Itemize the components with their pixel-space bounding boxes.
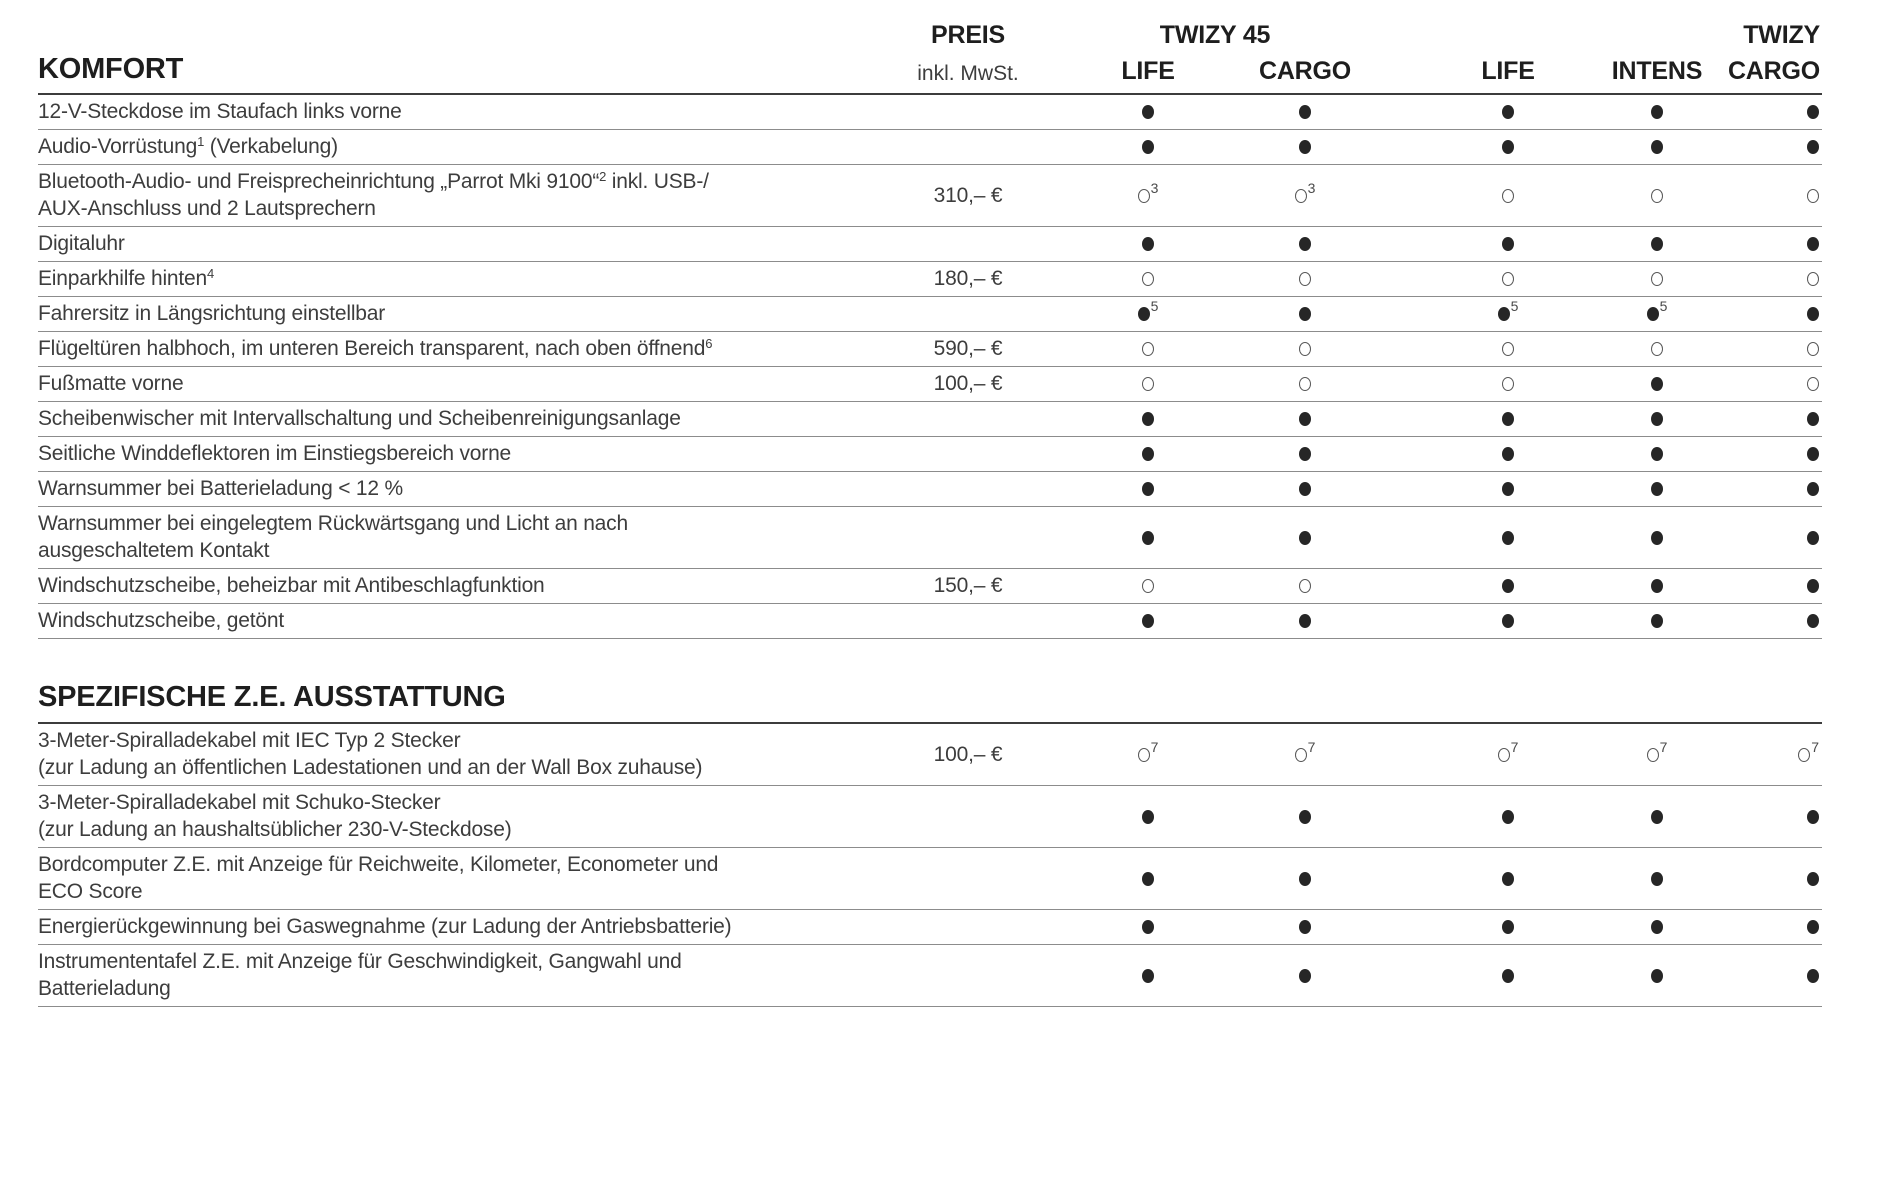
availability-cell: [1588, 614, 1726, 628]
filled-dot-icon: [1651, 482, 1663, 496]
availability-cell: [1588, 140, 1726, 154]
availability-cell: [1726, 342, 1822, 356]
feature-text-line: Digitaluhr: [38, 232, 125, 255]
availability-cell: 7: [1058, 748, 1238, 762]
availability-cell: [1428, 810, 1588, 824]
filled-dot-icon: [1299, 140, 1311, 154]
availability-cell: [1588, 189, 1726, 203]
availability-cell: [1726, 272, 1822, 286]
trim-group-twizy-cargo-top: TWIZY: [1743, 21, 1820, 49]
filled-dot-icon: [1502, 969, 1514, 983]
availability-cell: [1726, 920, 1822, 934]
price-cell: 100,– €: [933, 372, 1003, 395]
filled-dot-icon: [1299, 614, 1311, 628]
availability-cell: [1238, 969, 1372, 983]
feature-text-line: Seitliche Winddeflektoren im Einstiegsbereich vorne: [38, 442, 512, 465]
open-circle-icon: [1502, 272, 1514, 286]
filled-dot-icon: [1807, 307, 1819, 321]
availability-cell: [1058, 237, 1238, 251]
availability-cell: [1428, 237, 1588, 251]
availability-cell: [1588, 969, 1726, 983]
feature-name: [38, 787, 878, 846]
availability-cell: [1238, 412, 1372, 426]
availability-cell: 5: [1428, 307, 1588, 321]
availability-cell: 3: [1238, 189, 1372, 203]
footnote-ref: 4: [206, 266, 215, 281]
open-circle-icon: [1807, 189, 1819, 203]
availability-cell: [1726, 872, 1822, 886]
feature-name: [38, 508, 878, 567]
open-circle-icon: [1651, 189, 1663, 203]
feature-text-line: Energierückgewinnung bei Gaswegnahme (zur Ladung der Antriebsbatterie): [38, 915, 732, 938]
availability-cell: [1058, 920, 1238, 934]
feature-text-line: (zur Ladung an öffentlichen Ladestationen und an der Wall Box zuhause): [38, 756, 703, 779]
open-circle-icon: [1502, 342, 1514, 356]
filled-dot-icon: [1502, 531, 1514, 545]
availability-cell: [1588, 377, 1726, 391]
availability-cell: [1588, 810, 1726, 824]
feature-name: [38, 605, 878, 637]
feature-name: [38, 228, 878, 260]
availability-cell: 7: [1726, 748, 1822, 762]
filled-dot-icon: [1502, 482, 1514, 496]
feature-name: [38, 570, 878, 602]
price-column-subheader: inkl. MwSt.: [917, 62, 1019, 85]
open-circle-icon: [1142, 377, 1154, 391]
availability-cell: [1428, 105, 1588, 119]
availability-cell: [1726, 307, 1822, 321]
table-row: [38, 724, 1822, 786]
footnote-ref: 1: [197, 134, 205, 149]
availability-cell: [1726, 377, 1822, 391]
table-row: [38, 910, 1822, 945]
feature-name: [38, 368, 878, 400]
availability-cell: [1726, 189, 1822, 203]
availability-cell: [1428, 579, 1588, 593]
table-row: [38, 165, 1822, 227]
footnote-ref: 6: [705, 336, 713, 351]
availability-cell: [1428, 412, 1588, 426]
feature-name: [38, 849, 878, 908]
availability-cell: [1726, 412, 1822, 426]
filled-dot-icon: [1502, 105, 1514, 119]
availability-cell: [1428, 272, 1588, 286]
availability-cell: [1238, 272, 1372, 286]
filled-dot-icon: [1807, 531, 1819, 545]
feature-name: [38, 333, 878, 365]
price-cell: 590,– €: [933, 337, 1003, 360]
filled-dot-icon: [1807, 969, 1819, 983]
price-cell: 310,– €: [933, 183, 1003, 207]
column-header-twizy45-life: LIFE: [1121, 57, 1175, 85]
availability-cell: [1238, 810, 1372, 824]
filled-dot-icon: [1651, 237, 1663, 251]
availability-cell: [1726, 482, 1822, 496]
table-row: [38, 367, 1822, 402]
feature-text-line: Warnsummer bei Batterieladung < 12 %: [38, 477, 403, 500]
filled-dot-icon: [1142, 810, 1154, 824]
open-circle-icon: [1647, 748, 1659, 762]
availability-cell: [1428, 969, 1588, 983]
filled-dot-icon: [1142, 872, 1154, 886]
table-row: [38, 472, 1822, 507]
availability-cell: [1058, 969, 1238, 983]
filled-dot-icon: [1807, 810, 1819, 824]
availability-cell: [1058, 342, 1238, 356]
feature-text-line: Flügeltüren halbhoch, im unteren Bereich transparent, nach oben öffnend$^6$: [38, 336, 713, 360]
availability-cell: [1058, 482, 1238, 496]
filled-dot-icon: [1142, 614, 1154, 628]
availability-cell: 3: [1058, 189, 1238, 203]
availability-cell: [1238, 377, 1372, 391]
availability-cell: [1238, 105, 1372, 119]
availability-cell: [1428, 189, 1588, 203]
availability-cell: [1428, 531, 1588, 545]
filled-dot-icon: [1651, 412, 1663, 426]
availability-cell: [1058, 614, 1238, 628]
availability-cell: [1058, 810, 1238, 824]
filled-dot-icon: [1299, 969, 1311, 983]
open-circle-icon: [1807, 377, 1819, 391]
filled-dot-icon: [1807, 237, 1819, 251]
feature-name: [38, 166, 878, 225]
filled-dot-icon: [1807, 482, 1819, 496]
filled-dot-icon: [1807, 872, 1819, 886]
availability-cell: [1058, 579, 1238, 593]
filled-dot-icon: [1142, 447, 1154, 461]
open-circle-icon: [1142, 579, 1154, 593]
availability-cell: [1238, 482, 1372, 496]
filled-dot-icon: [1299, 482, 1311, 496]
open-circle-icon: [1295, 748, 1307, 762]
open-circle-icon: [1299, 342, 1311, 356]
availability-cell: [1726, 447, 1822, 461]
availability-cell: 7: [1588, 748, 1726, 762]
filled-dot-icon: [1142, 482, 1154, 496]
table-row: [38, 262, 1822, 297]
filled-dot-icon: [1647, 307, 1659, 321]
availability-cell: [1726, 969, 1822, 983]
availability-cell: [1238, 614, 1372, 628]
availability-cell: [1588, 272, 1726, 286]
feature-text-line: Scheibenwischer mit Intervallschaltung und Scheibenreinigungsanlage: [38, 407, 681, 430]
availability-cell: [1058, 377, 1238, 391]
ze-rows: [38, 724, 1822, 1007]
table-row: [38, 569, 1822, 604]
open-circle-icon: [1142, 272, 1154, 286]
header-row-groups: [38, 14, 1822, 50]
section-title-ze: SPEZIFISCHE Z.E. AUSSTATTUNG: [38, 681, 506, 713]
availability-cell: [1238, 307, 1372, 321]
feature-text-line: Audio-Vorrüstung$^1$ (Verkabelung): [38, 134, 338, 158]
availability-cell: [1428, 920, 1588, 934]
feature-name: [38, 911, 878, 943]
price-cell: 100,– €: [933, 742, 1003, 766]
feature-text-line: Windschutzscheibe, getönt: [38, 609, 284, 632]
availability-cell: [1058, 872, 1238, 886]
komfort-rows: [38, 95, 1822, 639]
column-header-twizy45-cargo: CARGO: [1258, 57, 1352, 85]
availability-cell: [1238, 140, 1372, 154]
price-cell: 180,– €: [933, 267, 1003, 290]
availability-cell: [1726, 531, 1822, 545]
availability-cell: [1428, 482, 1588, 496]
filled-dot-icon: [1807, 920, 1819, 934]
filled-dot-icon: [1502, 579, 1514, 593]
table-row: [38, 848, 1822, 910]
feature-name: [38, 946, 878, 1005]
filled-dot-icon: [1142, 237, 1154, 251]
table-row: [38, 297, 1822, 332]
filled-dot-icon: [1502, 872, 1514, 886]
filled-dot-icon: [1502, 920, 1514, 934]
feature-name: [38, 263, 878, 295]
open-circle-icon: [1299, 579, 1311, 593]
footnote-ref: 2: [599, 169, 607, 184]
availability-cell: [1238, 872, 1372, 886]
filled-dot-icon: [1142, 969, 1154, 983]
availability-cell: [1588, 531, 1726, 545]
availability-cell: [1238, 531, 1372, 545]
price-column-header: PREIS: [930, 21, 1006, 49]
filled-dot-icon: [1502, 412, 1514, 426]
filled-dot-icon: [1807, 105, 1819, 119]
filled-dot-icon: [1299, 872, 1311, 886]
availability-cell: [1726, 810, 1822, 824]
filled-dot-icon: [1651, 969, 1663, 983]
table-header: [38, 14, 1822, 95]
feature-name: [38, 298, 878, 330]
feature-text-line: Bluetooth-Audio- und Freisprecheinrichtung „Parrot Mki 9100“$^2$ inkl. USB-/: [38, 169, 709, 193]
feature-text-line: 3-Meter-Spiralladekabel mit Schuko-Stecker: [38, 791, 441, 814]
column-header-intens: INTENS: [1611, 57, 1703, 85]
availability-cell: [1058, 412, 1238, 426]
availability-cell: [1588, 237, 1726, 251]
availability-cell: [1428, 614, 1588, 628]
filled-dot-icon: [1651, 614, 1663, 628]
availability-cell: [1588, 920, 1726, 934]
open-circle-icon: [1142, 342, 1154, 356]
availability-cell: [1588, 579, 1726, 593]
equipment-table: [38, 14, 1822, 1007]
availability-cell: [1726, 237, 1822, 251]
filled-dot-icon: [1502, 447, 1514, 461]
availability-cell: [1238, 342, 1372, 356]
availability-cell: 5: [1588, 307, 1726, 321]
open-circle-icon: [1502, 377, 1514, 391]
feature-name: [38, 725, 878, 784]
filled-dot-icon: [1807, 412, 1819, 426]
availability-cell: [1588, 412, 1726, 426]
availability-cell: 7: [1428, 748, 1588, 762]
filled-dot-icon: [1142, 531, 1154, 545]
availability-cell: [1428, 872, 1588, 886]
availability-cell: [1058, 447, 1238, 461]
filled-dot-icon: [1142, 920, 1154, 934]
availability-cell: 7: [1238, 748, 1372, 762]
filled-dot-icon: [1807, 614, 1819, 628]
filled-dot-icon: [1299, 447, 1311, 461]
filled-dot-icon: [1651, 531, 1663, 545]
feature-name: [38, 403, 878, 435]
availability-cell: [1238, 920, 1372, 934]
section-header-ze: [38, 681, 1822, 724]
trim-group-twizy45: TWIZY 45: [1159, 21, 1271, 49]
table-row: [38, 507, 1822, 569]
feature-text-line: Bordcomputer Z.E. mit Anzeige für Reichweite, Kilometer, Econometer und: [38, 853, 719, 876]
feature-text-line: Warnsummer bei eingelegtem Rückwärtsgang und Licht an nach: [38, 512, 628, 535]
header-row-columns: [38, 53, 1822, 86]
column-header-life: LIFE: [1481, 57, 1535, 85]
filled-dot-icon: [1807, 579, 1819, 593]
table-row: [38, 786, 1822, 848]
table-row: [38, 437, 1822, 472]
filled-dot-icon: [1807, 447, 1819, 461]
section-title-komfort: KOMFORT: [38, 53, 184, 85]
feature-text-line: ECO Score: [38, 880, 143, 903]
filled-dot-icon: [1299, 237, 1311, 251]
table-row: [38, 332, 1822, 367]
feature-text-line: 3-Meter-Spiralladekabel mit IEC Typ 2 Stecker: [38, 729, 461, 752]
availability-cell: [1588, 447, 1726, 461]
feature-name: [38, 438, 878, 470]
column-header-twizy-cargo: CARGO: [1727, 57, 1820, 85]
feature-text-line: (zur Ladung an haushaltsüblicher 230-V-Steckdose): [38, 818, 512, 841]
feature-text-line: Einparkhilfe hinten$^4$: [38, 266, 215, 290]
table-row: [38, 945, 1822, 1007]
table-row: [38, 402, 1822, 437]
filled-dot-icon: [1651, 579, 1663, 593]
open-circle-icon: [1651, 272, 1663, 286]
filled-dot-icon: [1138, 307, 1150, 321]
filled-dot-icon: [1651, 447, 1663, 461]
filled-dot-icon: [1142, 140, 1154, 154]
availability-cell: [1058, 531, 1238, 545]
availability-cell: [1058, 272, 1238, 286]
feature-name: [38, 473, 878, 505]
open-circle-icon: [1498, 748, 1510, 762]
availability-cell: [1058, 140, 1238, 154]
filled-dot-icon: [1807, 140, 1819, 154]
availability-cell: [1238, 579, 1372, 593]
availability-cell: [1726, 614, 1822, 628]
filled-dot-icon: [1651, 140, 1663, 154]
availability-cell: [1428, 140, 1588, 154]
feature-text-line: 12-V-Steckdose im Staufach links vorne: [38, 100, 402, 123]
feature-name: [38, 96, 878, 128]
filled-dot-icon: [1651, 810, 1663, 824]
filled-dot-icon: [1299, 105, 1311, 119]
availability-cell: [1726, 140, 1822, 154]
availability-cell: [1428, 342, 1588, 356]
open-circle-icon: [1138, 748, 1150, 762]
filled-dot-icon: [1299, 307, 1311, 321]
availability-cell: 5: [1058, 307, 1238, 321]
feature-text-line: AUX-Anschluss und 2 Lautsprechern: [38, 197, 376, 220]
open-circle-icon: [1138, 189, 1150, 203]
open-circle-icon: [1299, 272, 1311, 286]
feature-text-line: Fußmatte vorne: [38, 372, 184, 395]
availability-cell: [1588, 872, 1726, 886]
availability-cell: [1588, 105, 1726, 119]
filled-dot-icon: [1502, 140, 1514, 154]
filled-dot-icon: [1299, 412, 1311, 426]
availability-cell: [1058, 105, 1238, 119]
table-row: [38, 604, 1822, 639]
open-circle-icon: [1651, 342, 1663, 356]
filled-dot-icon: [1299, 531, 1311, 545]
filled-dot-icon: [1651, 377, 1663, 391]
feature-text-line: ausgeschaltetem Kontakt: [38, 539, 270, 562]
availability-cell: [1588, 342, 1726, 356]
availability-cell: [1428, 447, 1588, 461]
open-circle-icon: [1798, 748, 1810, 762]
availability-cell: [1588, 482, 1726, 496]
feature-text-line: Instrumententafel Z.E. mit Anzeige für Geschwindigkeit, Gangwahl und: [38, 950, 682, 973]
filled-dot-icon: [1502, 237, 1514, 251]
availability-cell: [1428, 377, 1588, 391]
filled-dot-icon: [1651, 105, 1663, 119]
table-row: [38, 95, 1822, 130]
feature-name: [38, 131, 878, 163]
filled-dot-icon: [1651, 872, 1663, 886]
open-circle-icon: [1299, 377, 1311, 391]
open-circle-icon: [1807, 342, 1819, 356]
availability-cell: [1238, 237, 1372, 251]
filled-dot-icon: [1502, 614, 1514, 628]
filled-dot-icon: [1651, 920, 1663, 934]
filled-dot-icon: [1142, 412, 1154, 426]
filled-dot-icon: [1142, 105, 1154, 119]
availability-cell: [1726, 105, 1822, 119]
availability-cell: [1726, 579, 1822, 593]
feature-text-line: Batterieladung: [38, 977, 171, 1000]
filled-dot-icon: [1498, 307, 1510, 321]
feature-text-line: Windschutzscheibe, beheizbar mit Antibeschlagfunktion: [38, 574, 545, 597]
feature-text-line: Fahrersitz in Längsrichtung einstellbar: [38, 302, 386, 325]
open-circle-icon: [1295, 189, 1307, 203]
table-row: [38, 130, 1822, 165]
filled-dot-icon: [1299, 920, 1311, 934]
open-circle-icon: [1502, 189, 1514, 203]
table-row: [38, 227, 1822, 262]
open-circle-icon: [1807, 272, 1819, 286]
availability-cell: [1238, 447, 1372, 461]
price-cell: 150,– €: [933, 574, 1003, 597]
filled-dot-icon: [1502, 810, 1514, 824]
filled-dot-icon: [1299, 810, 1311, 824]
